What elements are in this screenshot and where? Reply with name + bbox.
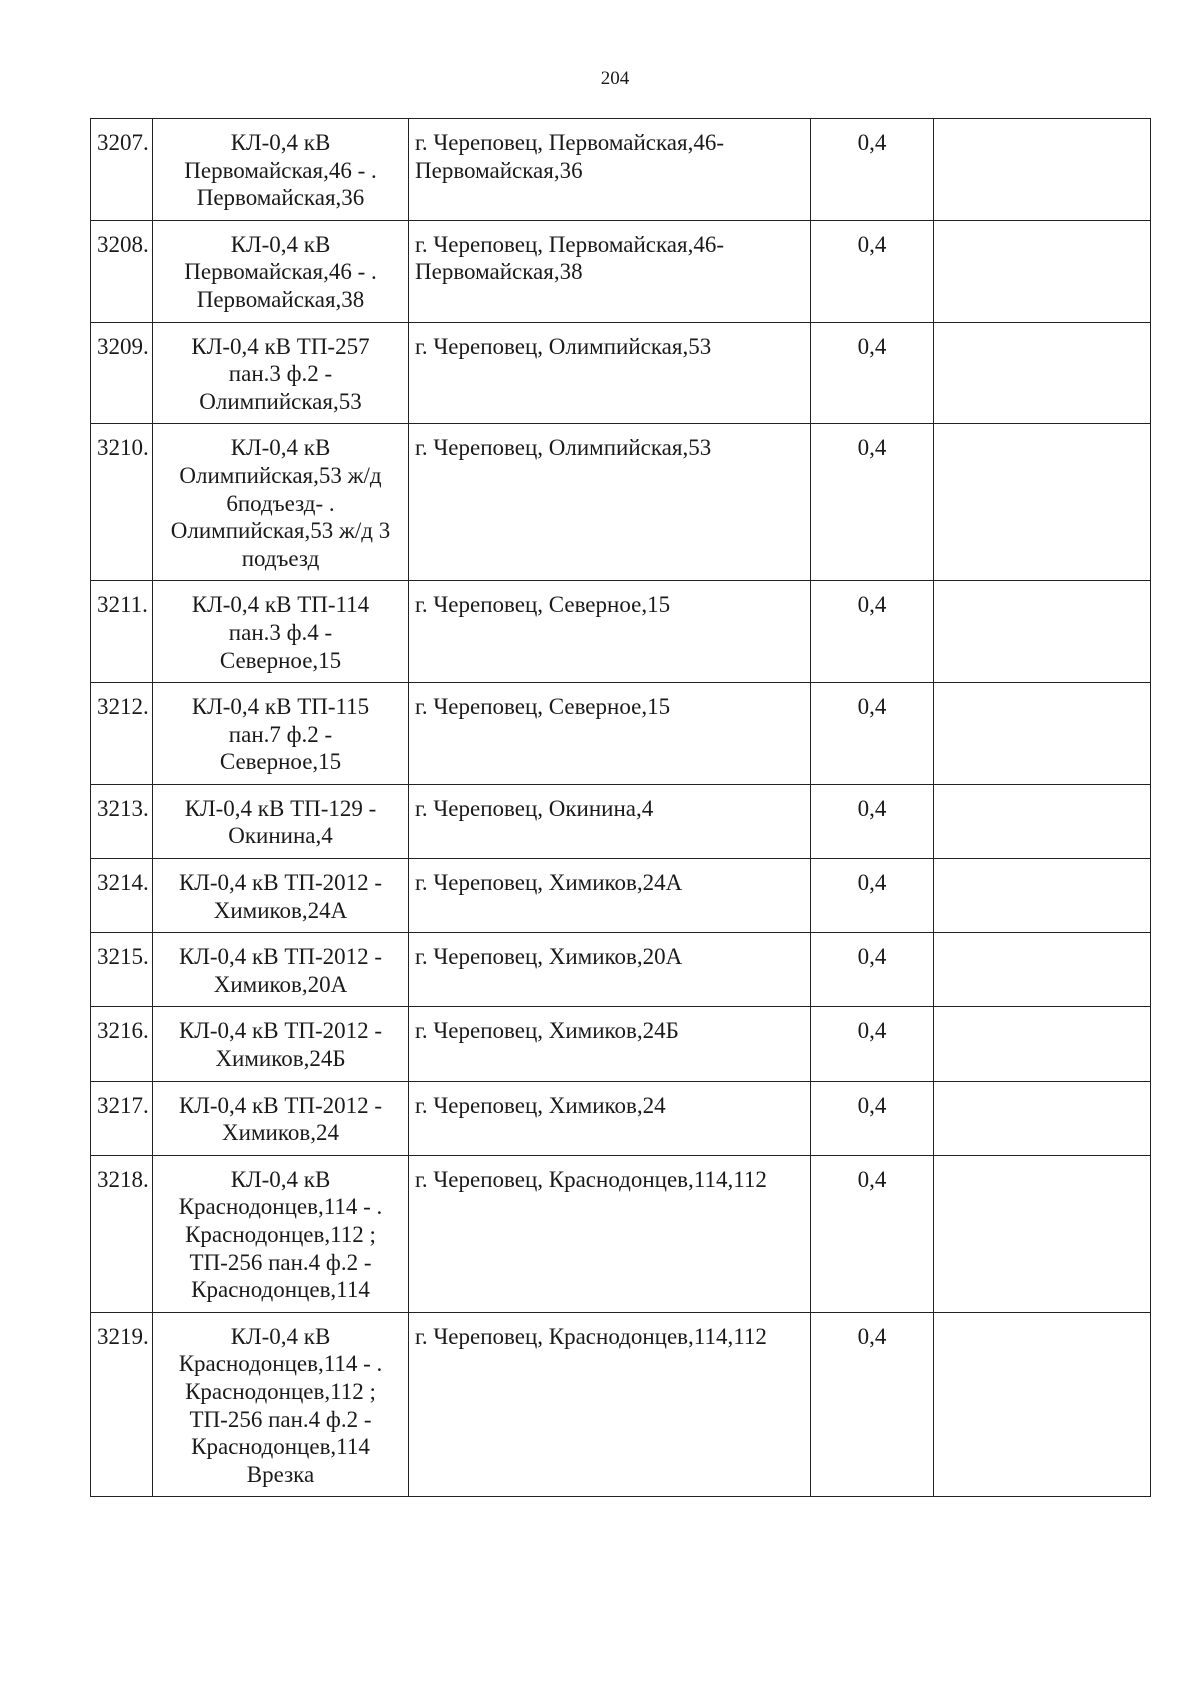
table-row	[91, 220, 1151, 322]
cable-line-name: КЛ-0,4 кВ Олимпийская,53 ж/д 6подъезд- . Олимпийская,53 ж/д 3 подъезд	[153, 424, 409, 581]
cable-line-name: КЛ-0,4 кВ Первомайская,46 - . Первомайская,38	[153, 220, 409, 322]
cable-line-address: г. Череповец, Олимпийская,53	[409, 322, 811, 424]
cable-line-name: КЛ-0,4 кВ Краснодонцев,114 - . Краснодонцев,112 ; ТП-256 пан.4 ф.2 - Краснодонцев,114	[153, 1155, 409, 1312]
table-row	[91, 322, 1151, 424]
voltage-value: 0,4	[811, 581, 934, 683]
voltage-value: 0,4	[811, 859, 934, 933]
voltage-value: 0,4	[811, 784, 934, 858]
row-number: 3207.	[91, 119, 153, 221]
table-row	[91, 933, 1151, 1007]
note-cell	[934, 1007, 1151, 1081]
table-row	[91, 1155, 1151, 1312]
cable-line-name: КЛ-0,4 кВ ТП-2012 - Химиков,24	[153, 1081, 409, 1155]
cable-line-address: г. Череповец, Химиков,24А	[409, 859, 811, 933]
table-row	[91, 581, 1151, 683]
note-cell	[934, 1312, 1151, 1497]
row-number: 3215.	[91, 933, 153, 1007]
page-number: 204	[600, 68, 630, 89]
cable-line-address: г. Череповец, Северное,15	[409, 683, 811, 785]
row-number: 3208.	[91, 220, 153, 322]
cable-line-address: г. Череповец, Химиков,20А	[409, 933, 811, 1007]
voltage-value: 0,4	[811, 1007, 934, 1081]
note-cell	[934, 119, 1151, 221]
cable-line-address: г. Череповец, Северное,15	[409, 581, 811, 683]
voltage-value: 0,4	[811, 683, 934, 785]
cable-line-name: КЛ-0,4 кВ Краснодонцев,114 - . Краснодонцев,112 ; ТП-256 пан.4 ф.2 - Краснодонцев,114 Врезка	[153, 1312, 409, 1497]
cable-line-address: г. Череповец, Олимпийская,53	[409, 424, 811, 581]
table-row	[91, 784, 1151, 858]
note-cell	[934, 220, 1151, 322]
cable-line-name: КЛ-0,4 кВ ТП-114 пан.3 ф.4 - Северное,15	[153, 581, 409, 683]
cable-line-address: г. Череповец, Первомайская,46-Первомайская,38	[409, 220, 811, 322]
cable-line-address: г. Череповец, Окинина,4	[409, 784, 811, 858]
voltage-value: 0,4	[811, 119, 934, 221]
voltage-value: 0,4	[811, 424, 934, 581]
voltage-value: 0,4	[811, 322, 934, 424]
voltage-value: 0,4	[811, 1081, 934, 1155]
table-row	[91, 1081, 1151, 1155]
row-number: 3210.	[91, 424, 153, 581]
row-number: 3209.	[91, 322, 153, 424]
cable-line-address: г. Череповец, Химиков,24	[409, 1081, 811, 1155]
row-number: 3213.	[91, 784, 153, 858]
table-row	[91, 119, 1151, 221]
row-number: 3212.	[91, 683, 153, 785]
cable-line-name: КЛ-0,4 кВ ТП-2012 - Химиков,24А	[153, 859, 409, 933]
note-cell	[934, 1155, 1151, 1312]
cable-line-address: г. Череповец, Краснодонцев,114,112	[409, 1155, 811, 1312]
table-row	[91, 1312, 1151, 1497]
table-row	[91, 683, 1151, 785]
cable-line-name: КЛ-0,4 кВ ТП-257 пан.3 ф.2 - Олимпийская,53	[153, 322, 409, 424]
note-cell	[934, 322, 1151, 424]
note-cell	[934, 1081, 1151, 1155]
table-body	[91, 119, 1151, 1497]
cable-line-name: КЛ-0,4 кВ ТП-2012 - Химиков,24Б	[153, 1007, 409, 1081]
note-cell	[934, 859, 1151, 933]
cable-line-address: г. Череповец, Химиков,24Б	[409, 1007, 811, 1081]
row-number: 3211.	[91, 581, 153, 683]
row-number: 3218.	[91, 1155, 153, 1312]
note-cell	[934, 784, 1151, 858]
voltage-value: 0,4	[811, 933, 934, 1007]
voltage-value: 0,4	[811, 1155, 934, 1312]
cable-line-table	[90, 118, 1151, 1497]
cable-line-name: КЛ-0,4 кВ Первомайская,46 - . Первомайская,36	[153, 119, 409, 221]
row-number: 3214.	[91, 859, 153, 933]
note-cell	[934, 581, 1151, 683]
cable-line-name: КЛ-0,4 кВ ТП-115 пан.7 ф.2 - Северное,15	[153, 683, 409, 785]
table-row	[91, 424, 1151, 581]
cable-line-name: КЛ-0,4 кВ ТП-2012 - Химиков,20А	[153, 933, 409, 1007]
note-cell	[934, 933, 1151, 1007]
table-row	[91, 859, 1151, 933]
note-cell	[934, 424, 1151, 581]
row-number: 3216.	[91, 1007, 153, 1081]
cable-line-address: г. Череповец, Первомайская,46-Первомайская,36	[409, 119, 811, 221]
cable-line-name: КЛ-0,4 кВ ТП-129 - Окинина,4	[153, 784, 409, 858]
row-number: 3217.	[91, 1081, 153, 1155]
row-number: 3219.	[91, 1312, 153, 1497]
note-cell	[934, 683, 1151, 785]
cable-line-address: г. Череповец, Краснодонцев,114,112	[409, 1312, 811, 1497]
voltage-value: 0,4	[811, 220, 934, 322]
table-row	[91, 1007, 1151, 1081]
voltage-value: 0,4	[811, 1312, 934, 1497]
